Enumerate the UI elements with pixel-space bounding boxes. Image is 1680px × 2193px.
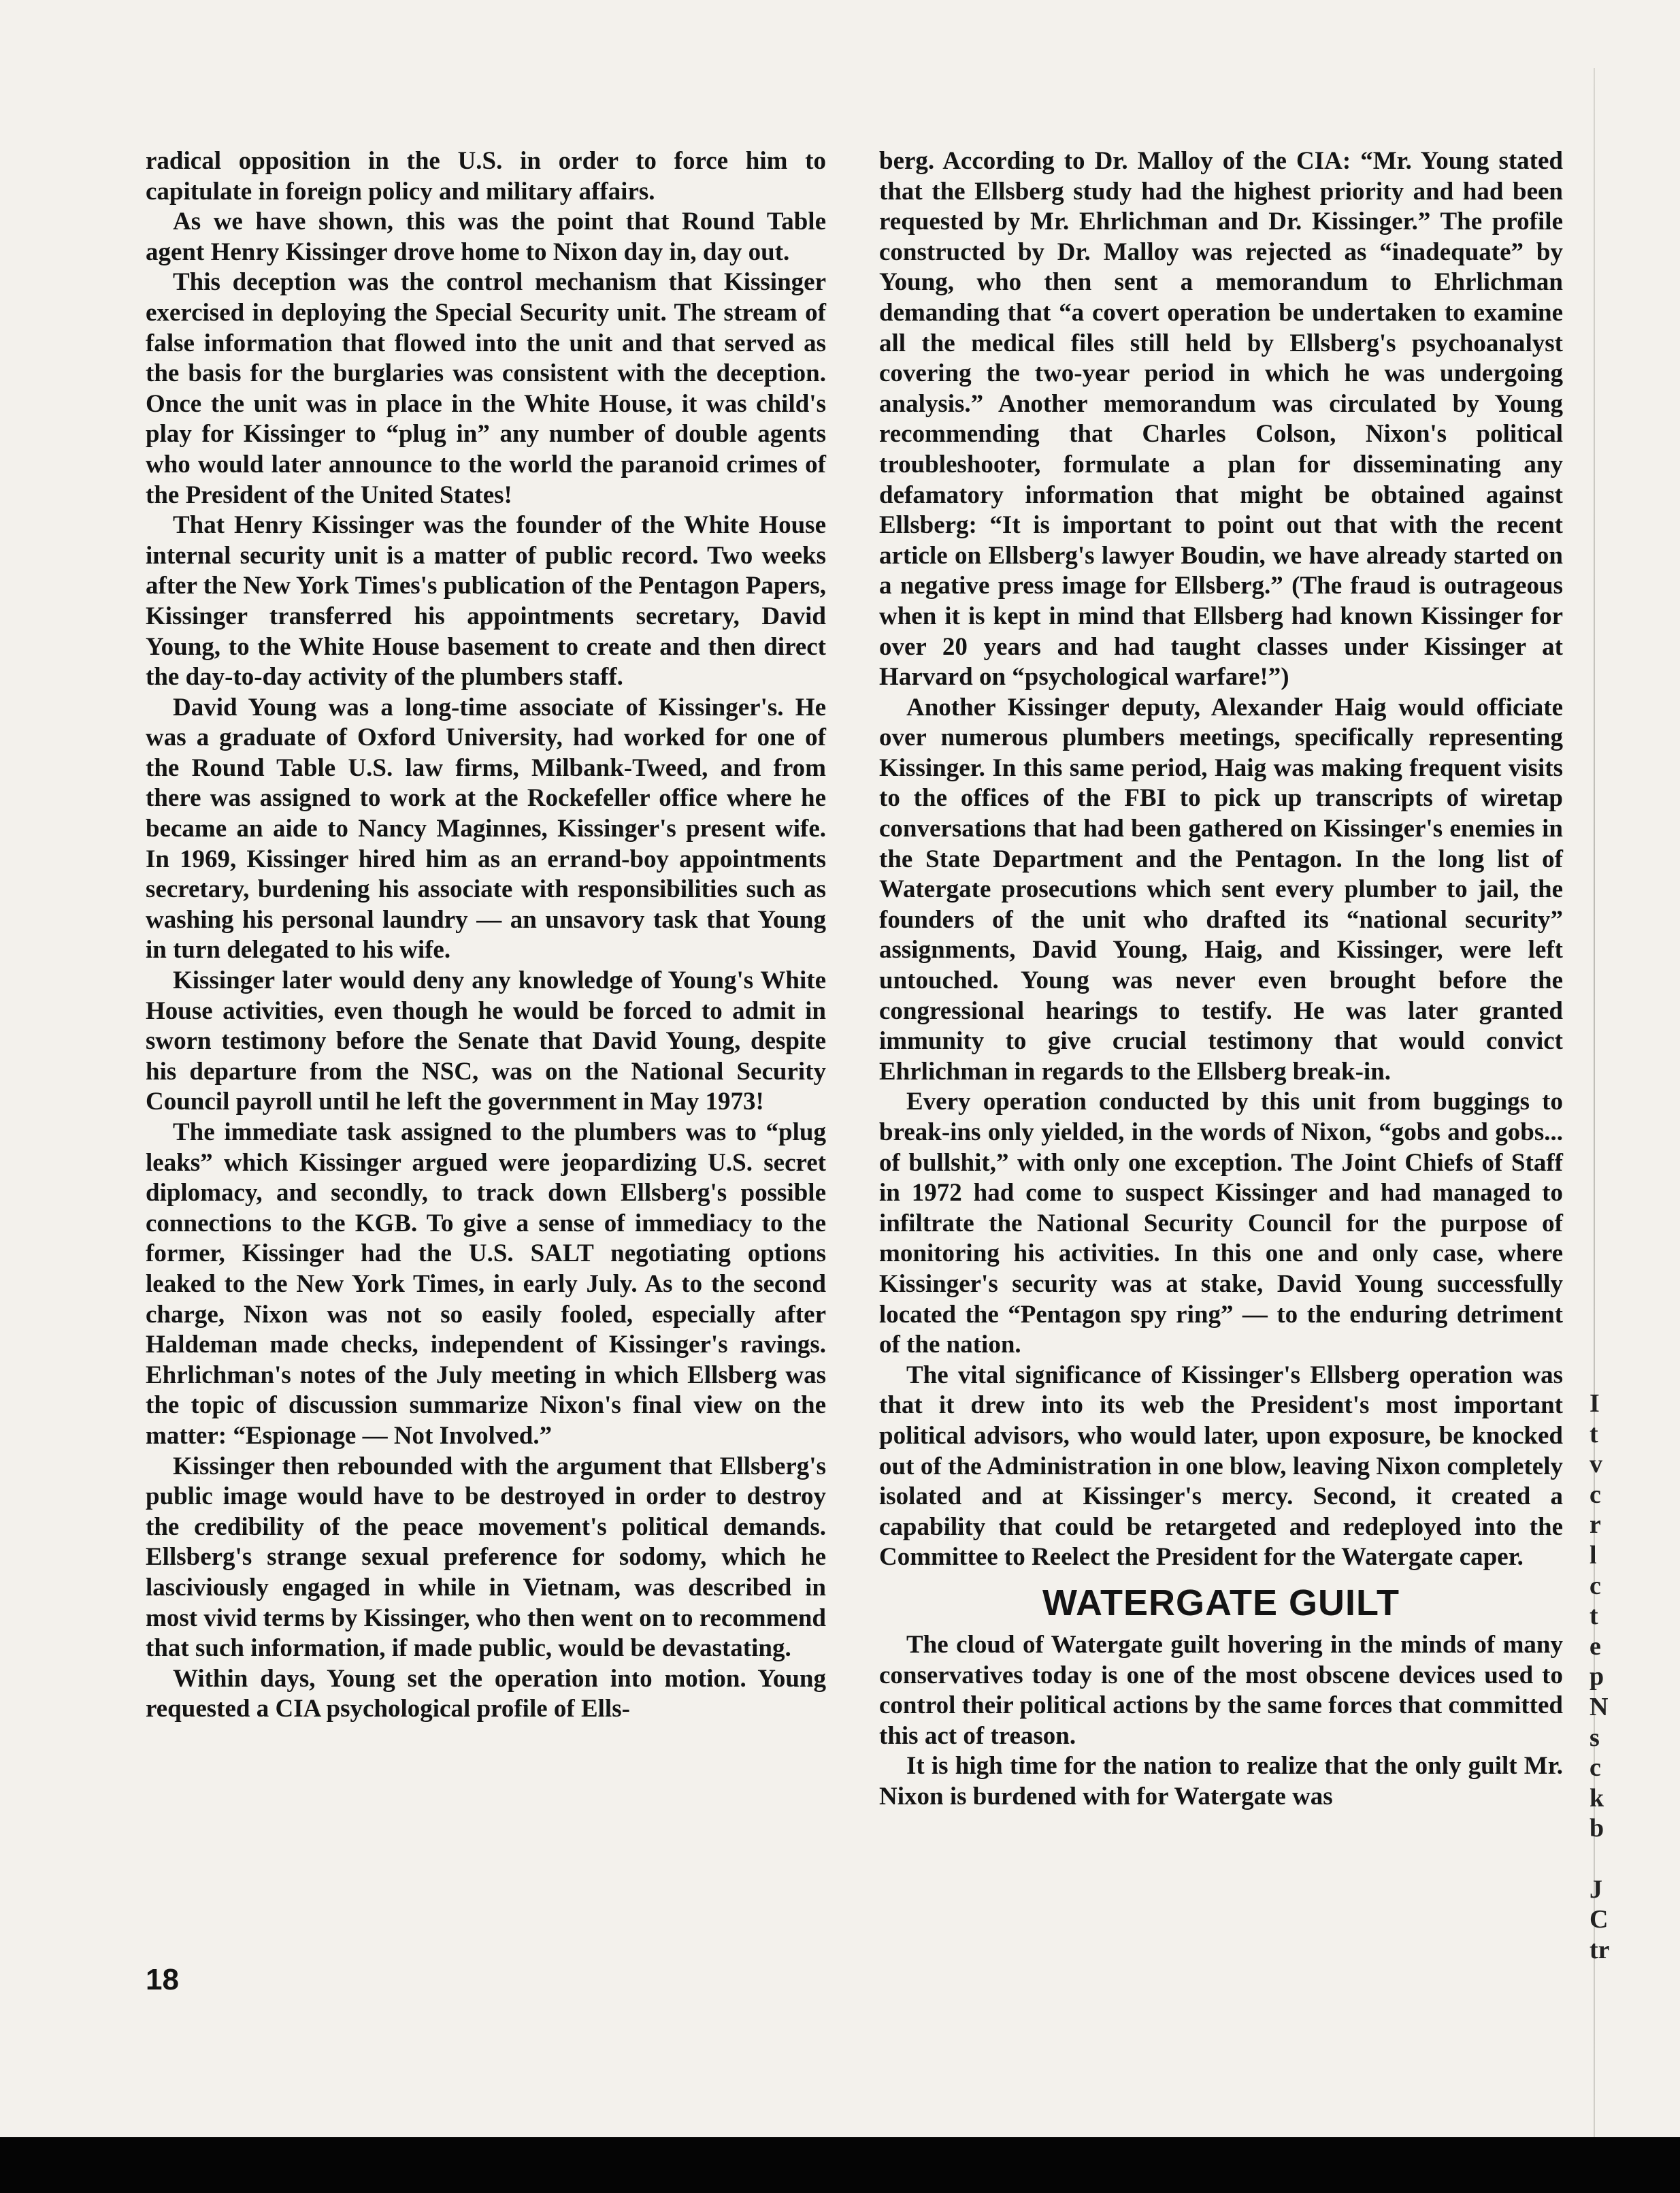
fragment-letter: I — [1590, 1389, 1600, 1418]
paragraph: David Young was a long-time associate of Kissinger's. He was a graduate of Oxford University, had worked for one of the Round Table U.S. law firms, Milbank-Tweed, and from there was assigned to work at the Rockefeller office where he became an aide to Nancy Maginnes, Kissinger's present wife. In 1969, Kissinger hired him as an errand-boy appointments secretary, burdening his associate with responsibilities such as washing his personal laundry — an unsavory task that Young in turn delegated to his wife. — [146, 693, 826, 964]
paragraph: berg. According to Dr. Malloy of the CIA: “Mr. Young stated that the Ellsberg study had the highest priority and had been requested by Mr. Ehrlichman and Dr. Kissinger.” The profile constructed by Dr. Malloy was rejected as “inadequate” by Young, who then sent a memorandum to Ehrlichman demanding that “a covert operation be undertaken to examine all the medical files still held by Ellsberg's psychoanalyst covering the two-year period in which he was undergoing analysis.” Another memorandum was circulated by Young recommending that Charles Colson, Nixon's political troubleshooter, formulate a plan for disseminating any defamatory information that might be obtained against Ellsberg: “It is important to point out that with the recent article on Ellsberg's lawyer Boudin, we have already started on a negative press image for Ellsberg.” (The fraud is outrageous when it is kept in mind that Ellsberg had known Kissinger for over 20 years and had taught classes under Kissinger at Harvard on “psychological warfare!”) — [879, 147, 1563, 692]
fragment-letter — [1590, 1844, 1678, 1874]
fragment-letter: c — [1590, 1753, 1601, 1783]
fragment-letter: t — [1590, 1602, 1598, 1631]
fragment-letter: p — [1590, 1662, 1604, 1691]
paragraph: That Henry Kissinger was the founder of the White House internal security unit is a matter of public record. Two weeks after the New York Times's publication of the Pentagon Papers, Kissinger transferred his appointments secretary, David Young, to the White House basement to create and then direct the day-to-day activity of the plumbers staff. — [146, 511, 826, 692]
scan-border — [0, 2137, 1680, 2193]
fragment-letter: t — [1590, 1419, 1598, 1448]
fragment-letter: k — [1590, 1783, 1604, 1813]
fragment-letter: c — [1590, 1571, 1601, 1600]
paragraph: As we have shown, this was the point that Round Table agent Henry Kissinger drove home to Nixon day in, day out. — [146, 208, 826, 266]
fragment-letter: c — [1590, 1480, 1601, 1509]
fragment-letter: C — [1590, 1905, 1609, 1934]
paragraph: It is high time for the nation to realize that the only guilt Mr. Nixon is burdened with for Watergate was — [879, 1752, 1563, 1810]
fragment-letter: v — [1590, 1450, 1602, 1479]
paragraph: radical opposition in the U.S. in order to force him to capitulate in foreign policy and military affairs. — [146, 147, 826, 206]
paragraph: Another Kissinger deputy, Alexander Haig would officiate over numerous plumbers meetings, specifically representing Kissinger. In this same period, Haig was making frequent visits to the offices of the FBI to pick up transcripts of wiretap conversations that had been gathered on Kissinger's enemies in the State Department and the Pentagon. In the long list of Watergate prosecutions which sent every plumber to jail, the founders of the unit who drafted its “national security” assignments, David Young, Haig, and Kissinger, were left untouched. Young was never even brought before the congressional hearings to testify. He was later granted immunity to give crucial testimony that would convict Ehrlichman in regards to the Ellsberg break-in. — [879, 693, 1563, 1086]
left-column — [146, 146, 826, 1725]
page-number: 18 — [146, 1963, 179, 1996]
paragraph: The vital significance of Kissinger's Ellsberg operation was that it drew into its web the President's most important political advisors, who would later, upon exposure, be knocked out of the Administration in one blow, leaving Nixon completely isolated and at Kissinger's mercy. Second, it created a capability that could be retargeted and redeployed into the Committee to Reelect the President for the Watergate caper. — [879, 1361, 1563, 1572]
fragment-letter: J — [1590, 1874, 1602, 1904]
fragment-letter: s — [1590, 1723, 1600, 1752]
fragment-letter: N — [1590, 1692, 1609, 1721]
paragraph: This deception was the control mechanism that Kissinger exercised in deploying the Special Security unit. The stream of false information that flowed into the unit and that served as the basis for the burglaries was consistent with the deception. Once the unit was in place in the White House, it was child's play for Kissinger to “plug in” any number of double agents who would later announce to the world the paranoid crimes of the President of the United States! — [146, 268, 826, 509]
paragraph: The immediate task assigned to the plumbers was to “plug leaks” which Kissinger argued were jeopardizing U.S. secret diplomacy, and secondly, to track down Ellsberg's possible connections to the KGB. To give a sense of immediacy to the former, Kissinger had the U.S. SALT negotiating options leaked to the New York Times, in early July. As to the second charge, Nixon was not so easily fooled, especially after Haldeman made checks, independent of Kissinger's ravings. Ehrlichman's notes of the July meeting in which Ellsberg was the topic of discussion summarize Nixon's final view on the matter: “Espionage — Not Involved.” — [146, 1118, 826, 1450]
paragraph: Every operation conducted by this unit from buggings to break-ins only yielded, in the words of Nixon, “gobs and gobs... of bullshit,” with only one exception. The Joint Chiefs of Staff in 1972 had come to suspect Kissinger and had managed to infiltrate the National Security Council for the purpose of monitoring his activities. In this one and only case, where Kissinger's security was at stake, David Young successfully located the “Pentagon spy ring” — to the enduring detriment of the nation. — [879, 1088, 1563, 1359]
paragraph: Kissinger later would deny any knowledge of Young's White House activities, even though he would be forced to admit in sworn testimony before the Senate that David Young, despite his departure from the NSC, was on the National Security Council payroll until he left the government in May 1973! — [146, 966, 826, 1116]
fragment-letter: b — [1590, 1814, 1604, 1843]
adjacent-page-fragment — [1590, 1388, 1678, 1965]
right-column — [879, 146, 1563, 1812]
fragment-letter: tr — [1590, 1935, 1610, 1964]
paragraph: Within days, Young set the operation into motion. Young requested a CIA psychological profile of Ells- — [146, 1664, 826, 1723]
paragraph: The cloud of Watergate guilt hovering in the minds of many conservatives today is one of the most obscene devices used to control their political actions by the same forces that committed this act of treason. — [879, 1630, 1563, 1750]
fragment-letter: r — [1590, 1510, 1601, 1540]
paragraph: Kissinger then rebounded with the argument that Ellsberg's public image would have to be destroyed in order to destroy the credibility of the peace movement's political demands. Ellsberg's strange sexual preference for sodomy, which he lasciviously engaged in while in Vietnam, was described in most vivid terms by Kissinger, who then went on to recommend that such information, if made public, would be devastating. — [146, 1452, 827, 1663]
section-heading: WATERGATE GUILT — [1042, 1582, 1400, 1623]
fragment-letter: l — [1590, 1540, 1597, 1570]
fragment-letter: e — [1590, 1631, 1601, 1661]
